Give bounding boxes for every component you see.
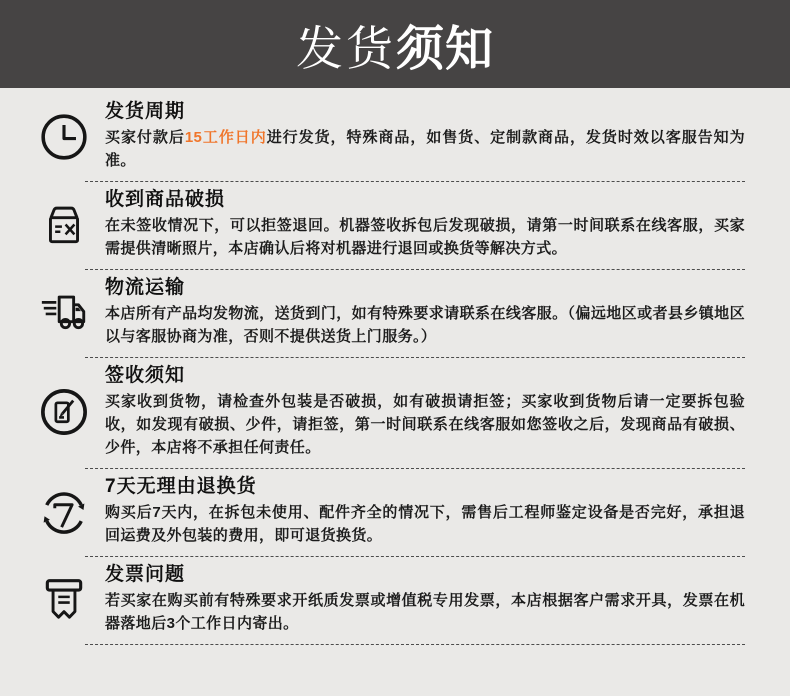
truck-icon [38, 290, 90, 336]
section-body: 本店所有产品均发物流，送货到门，如有特殊要求请联系在线客服。（偏远地区或者县乡镇地区以与客服协商为准，否则不提供送货上门服务。） [105, 305, 745, 345]
section-body: 若买家在购买前有特殊要求开纸质发票或增值税专用发票，本店根据客户需求开具，发票在机器落地后3个工作日内寄出。 [105, 592, 745, 632]
page-title-light: 发货 [295, 21, 396, 75]
section-title: 发票问题 [105, 564, 186, 585]
page-title-bold: 须知 [395, 22, 494, 76]
section-seven-day-return [0, 469, 790, 556]
section-divider [85, 644, 745, 645]
section-text [105, 101, 745, 172]
damaged-box-icon [38, 200, 90, 250]
section-body: 买家收到货物，请检查外包装是否破损，如有破损请拒签；买家收到货物后请一定要拆包验收，如发现有破损、少件，请拒签，第一时间联系在线客服如您签收之后，发现商品有破损、少件，本店将不承担任何责任。 [105, 393, 745, 456]
section-damaged-goods [0, 182, 790, 269]
section-text [105, 365, 745, 459]
section-body: 购买后7天内，在拆包未使用、配件齐全的情况下，需售后工程师鉴定设备是否完好，承担退回运费及外包装的费用，即可退货换货。 [105, 504, 745, 544]
page-title [296, 10, 494, 79]
section-title: 7天无理由退换货 [105, 476, 257, 497]
section-body: 在未签收情况下，可以拒签退回。机器签收拆包后发现破损，请第一时间联系在线客服，买家需提供清晰照片，本店确认后将对机器进行退回或换货等解决方式。 [105, 217, 745, 257]
section-title: 收到商品破损 [105, 189, 226, 210]
invoice-icon [38, 576, 90, 624]
body-suffix: 进行发货，特殊商品，如售货、定制款商品，发货时效以客服告知为准。 [105, 129, 745, 169]
section-shipping-cycle [0, 94, 790, 181]
header-banner [0, 0, 790, 88]
clock-icon [38, 112, 90, 162]
section-sign-notice [0, 358, 790, 468]
section-title: 物流运输 [105, 277, 186, 298]
notice-list [0, 88, 790, 645]
section-text [105, 564, 745, 635]
body-highlight: 15工作日内 [184, 129, 267, 146]
section-invoice [0, 557, 790, 644]
section-title: 签收须知 [105, 365, 186, 386]
section-logistics [0, 270, 790, 357]
section-text [105, 476, 745, 547]
sign-pen-icon [38, 386, 90, 438]
section-text [105, 277, 745, 348]
section-title: 发货周期 [105, 101, 186, 122]
section-body [105, 126, 745, 172]
seven-day-cycle-icon [38, 486, 90, 538]
body-prefix: 买家付款后 [105, 129, 185, 146]
section-text [105, 189, 745, 260]
